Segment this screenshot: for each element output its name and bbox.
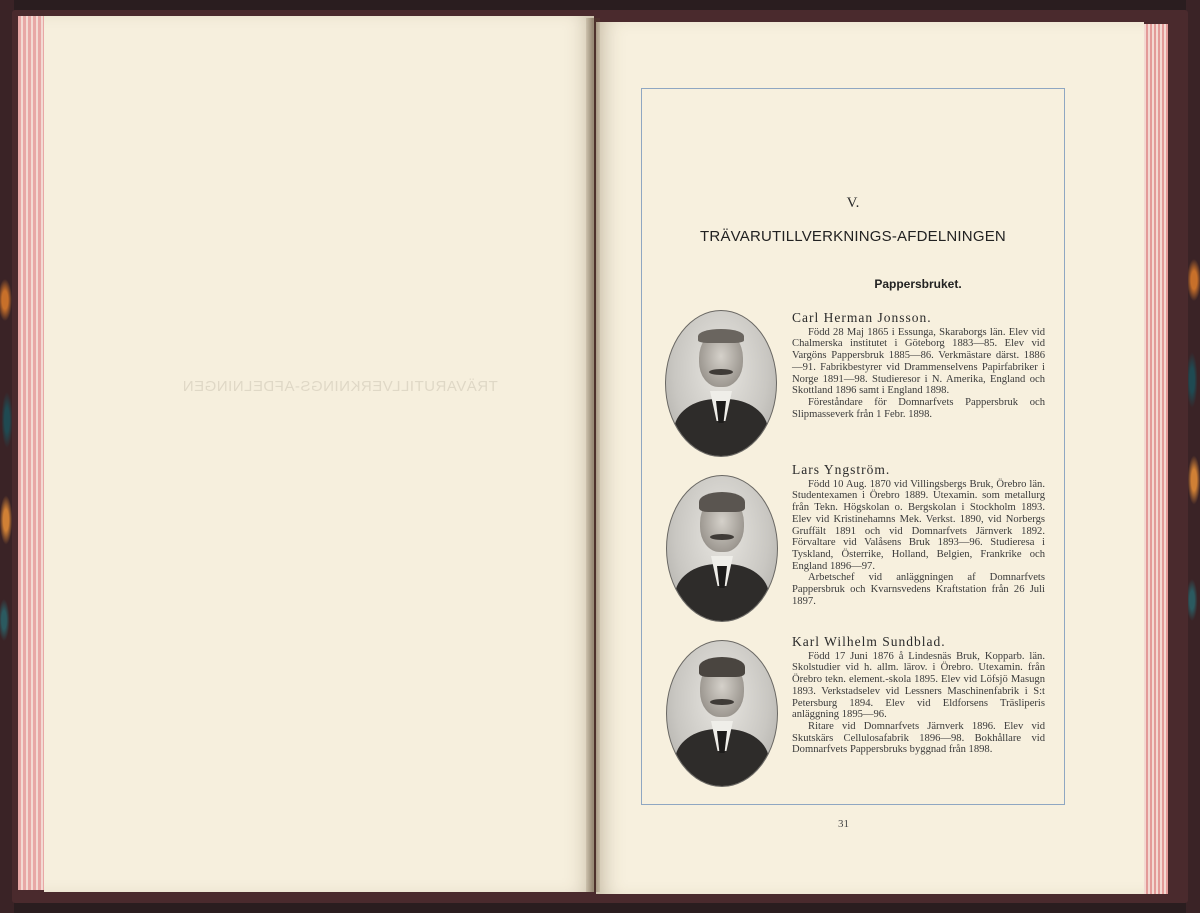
book-spine [586, 18, 600, 892]
section-number: V. [846, 195, 860, 211]
portrait-carl-herman-jonsson [665, 310, 777, 457]
section-title: TRÄVARUTILLVERKNINGS-AFDELNINGEN [700, 228, 1006, 245]
bio-paragraph: Född 28 Maj 1865 i Essunga, Skaraborgs län. Elev vid Chalmerska institutet i Göteborg 1883—85. Elev vid Vargöns Pappersbruk 1885—86. Verkmästare därst. 1886—91. Fabrikbestyrer vid Drammenselvens Papirfabriker i Norge 1891—98. Studieresor i N. Amerika, England och Skottland 1896 samt i England 1898. [792, 326, 1045, 397]
page-edges-right [1140, 24, 1168, 894]
bio-paragraph: Föreståndare för Domnarfvets Pappersbruk och Slipmasseverk från 1 Febr. 1898. [792, 396, 1045, 420]
bio-entry [792, 464, 1045, 607]
bio-paragraph: Arbetschef vid anläggningen af Domnarfvets Pappersbruk och Kvarnsvedens Kraftstation från 26 Juli 1897. [792, 572, 1045, 607]
person-name: Karl Wilhelm Sundblad. [792, 634, 946, 649]
left-page [44, 16, 594, 892]
bio-paragraph: Ritare vid Domnarfvets Järnverk 1896. Elev vid Skutskärs Cellulosafabrik 1896—98. Bokhållare vid Domnarfvets Pappersbruks byggnad från 1898. [792, 720, 1045, 756]
subsection-title: Pappersbruket. [874, 277, 962, 291]
portrait-karl-wilhelm-sundblad [666, 640, 778, 787]
portrait-lars-yngstrom [666, 475, 778, 622]
person-name: Carl Herman Jonsson. [792, 310, 932, 325]
page-number: 31 [838, 818, 849, 830]
bio-entry [792, 636, 1045, 756]
bio-paragraph: Född 10 Aug. 1870 vid Villingsbergs Bruk, Örebro län. Studentexamen i Örebro 1889. Utexamin. som metallurg från Tekn. Högskolan o. Bergskolan i Stockholm 1893. Elev vid Kristinehamns Mek. Verkst. 1890, vid Norbergs Gruffält 1891 och vid Domnarfvets Järnverk 1892. Förvaltare vid Valåsens Bruk 1893—96. Studieresa i Tyskland, Österrike, Holland, Belgien, Frankrike och England 1896—97. [792, 478, 1045, 572]
bleed-through-text: TRÄVARUTILLVERKNINGS-AFDELNINGEN [182, 378, 498, 395]
marbled-endpaper-right [1186, 0, 1200, 913]
bio-entry [792, 312, 1045, 420]
bio-paragraph: Född 17 Juni 1876 å Lindesnäs Bruk, Kopparb. län. Skolstudier vid h. allm. lärov. i Örebro. Utexamin. från Örebro tekn. element.-skola 1895. Elev vid Löfsjö Masugn 1893. Verkstadselev vid Lessners Maschinenfabrik i S:t Petersburg 1894. Elev vid Eldforsens Träsliperis anläggning 1895—96. [792, 650, 1045, 721]
person-name: Lars Yngström. [792, 462, 891, 477]
